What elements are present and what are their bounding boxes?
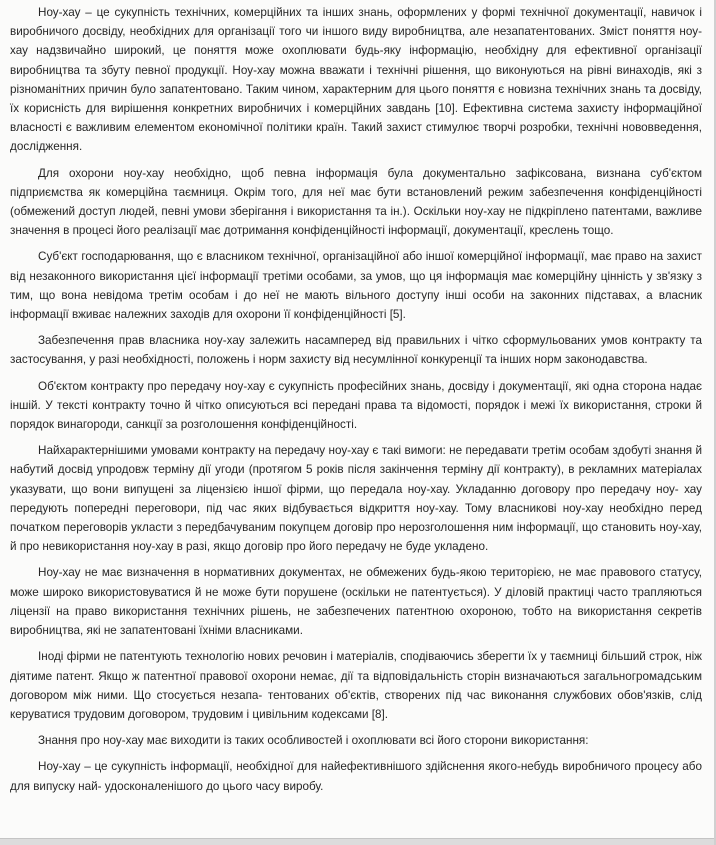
paragraph-contract-terms: Забезпечення прав власника ноу-хау залежить насамперед від правильних і чітко сформульованих умов контракту та застосування, у разі необхідності, положень і норм захисту від несумлінної конкуренції та інших норм законодавства. (10, 334, 702, 367)
paragraph-knowledge-features: Знання про ноу-хау має виходити із таких особливостей і охоплювати всі його сторони використання: (38, 734, 589, 748)
paragraph-unpatented-technology: Іноді фірми не патентують технологію нових речовин і матеріалів, сподіваючись зберегти їх у таємниці більший строк, ніж діятиме патент. Якщо ж патентної правової охорони немає, дії та відповідальність сторін визначаються загальногромадським договором між ними. Що стосується незапа- тентованих об'єктів, створених під час виконання службових обов'язків, слід керуватися трудовим договором, трудовим і цивільним кодексами [8]. (10, 650, 702, 721)
paragraph-owner-rights: Суб'єкт господарювання, що є власником технічної, організаційної або іншої комерційної інформації, має право на захист від незаконного використання цієї інформації третіми особами, за умов, що ця інформація має комерційну цінність у зв'язку з тим, що вона невідома третім особам і до неї не мають вільного доступу інші особи на законних підставах, а власник інформації вживає належних заходів для охорони її конфіденційності [5]. (10, 250, 702, 322)
paragraph-contract-object: Об'єктом контракту про передачу ноу-хау є сукупність професійних знань, досвіду і документації, які одна сторона надає іншій. У тексті контракту точно й чітко описуються всі передані права та відомості, порядок і межі їх використання, строки й порядок винагороди, санкції за розголошення конфіденційності. (10, 379, 702, 432)
paragraph-know-how-definition: Ноу-хау – це сукупність технічних, комерційних та інших знань, оформлених у формі технічної документації, навичок і виробничого досвіду, необхідних для організації того чи іншого виду виробництва, але незапатентованих. Зміст поняття ноу-хау надзвичайно широкий, це поняття може охоплювати будь-яку інформацію, необхідну для ефективної організації виробництва та збуту певної продукції. Ноу-хау можна вважати і технічні рішення, що виконуються на рівні винаходів, які з різноманітних причин було запатентовано. Таким чином, характерним для цього поняття є новизна технічних знань та досвіду, їх корисність для вирішення конкретних виробничих і комерційних завдань [10]. Ефективна система захисту інформаційної власності є важливим елементом економічної політики країн. Такий захист стимулює творчі розробки, технічні нововведення, дослідження. (10, 6, 702, 154)
paragraph-typical-conditions: Найхарактернішими умовами контракту на передачу ноу-хау є такі вимоги: не передавати третім особам здобуті знання й набутий досвід упродовж терміну дії угоди (протягом 5 років після закінчення терміну дії контракту), в рекламних матеріалах указувати, що вони випущені за ліцензією іншої фірми, що передала ноу-хау. Укладанню договору про передачу ноу- хау передують попередні переговори, під час яких відбувається відкриття ноу-хау. Тому власникові ноу-хау необхідно перед початком переговорів укласти з передбачуваним покупцем договір про нерозголошення ним інформації, що становить ноу-хау, й про невикористання ноу-хау в разі, якщо договір про його передачу не буде укладено. (10, 444, 702, 554)
page-bottom-edge (0, 838, 714, 845)
paragraph-know-how-summary: Ноу-хау – це сукупність інформації, необхідної для найефективнішого здійснення якого-небудь виробничого процесу або для випуску най- удосконаленішого до цього часу виробу. (10, 760, 702, 793)
paragraph-protection-requirements: Для охорони ноу-хау необхідно, щоб певна інформація була документально зафіксована, визнана суб'єктом підприємства як комерційна таємниця. Окрім того, для неї має бути встановлений режим забезпечення конфіденційності (обмежений доступ людей, певні умови зберігання і використання та ін.). Оскільки ноу-хау не підкріплено патентами, важливе значення в процесі його реалізації має дотримання конфіденційності інформації, документації, креслень тощо. (10, 166, 702, 238)
document-body (10, 3, 702, 803)
paragraph-legal-status: Ноу-хау не має визначення в нормативних документах, не обмежених будь-якою територією, не має правового статусу, може широко використовуватися й не може бути порушене (оскільки не патентується). У діловій практиці часто трапляються ліцензії на право використання технічних рішень, не забезпечених патентною охороною, тобто на використання секретів виробництва, які не запатентовані їхніми власниками. (10, 566, 702, 638)
